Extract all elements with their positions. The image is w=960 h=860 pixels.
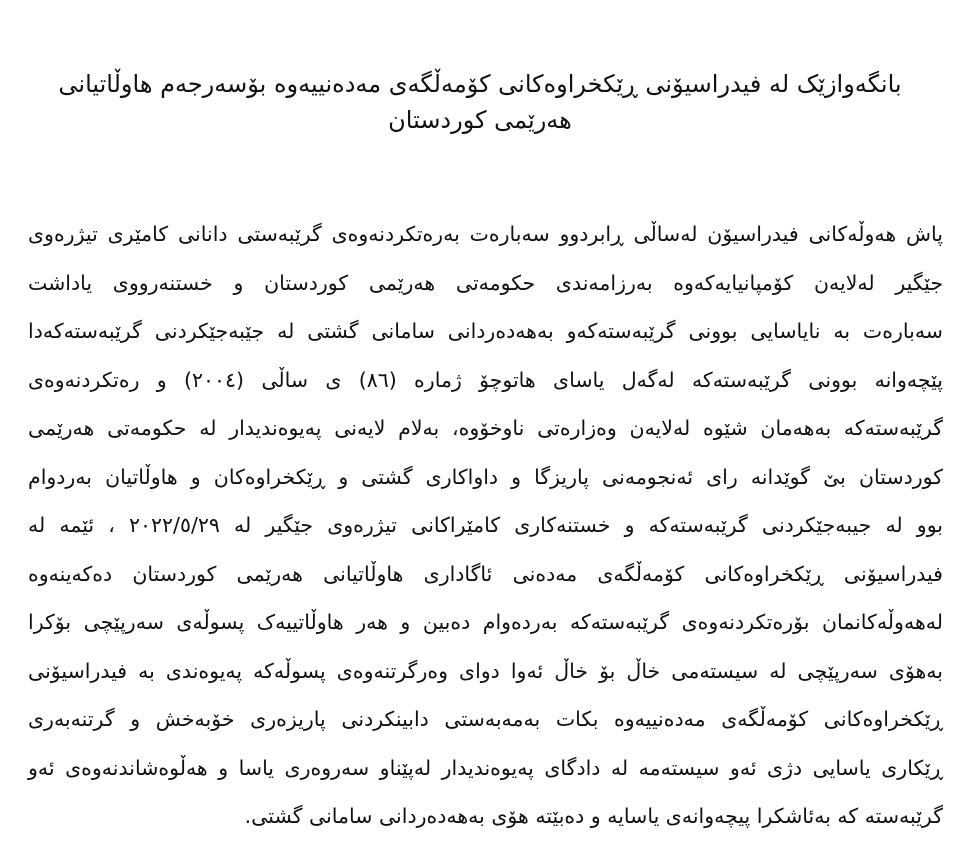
body-line: ڕێکخراوەکانی کۆمەڵگەی مەدەنییەوە بکات بەمەبەستی دابینکردنی پاریزەری خۆبەخش و گرتنەبەری xyxy=(28,707,943,731)
document-body xyxy=(28,210,943,841)
document-title: بانگەوازێک لە فیدراسیۆنی ڕێکخراوەکانی کۆمەڵگەی مەدەنییەوە بۆسەرجەم هاوڵاتیانی هەرێمی کوردستان xyxy=(58,70,902,134)
body-line: فیدراسیۆنی ڕێکخراوەکانی کۆمەڵگەی مەدەنی ئاگاداری هاوڵاتیانی هەرێمی کوردستان دەکەینەوە xyxy=(28,561,943,586)
body-line: ڕێکاری یاسایی دژی ئەو سیستەمە لە دادگای پەیوەندیدار لەپێناو سەروەری یاسا و هەڵوەشاندنەوەی ئەو xyxy=(28,755,943,780)
body-line: جێگیر لەلایەن کۆمپانیایەکەوە بەرزامەندی حکومەتی هەرێمی کوردستان و خستنەرووی یاداشت xyxy=(28,270,943,295)
body-line: سەبارەت بە نایاسایی بوونی گرێبەستەکەو بەهەدەردانی سامانی گشتی لە جێبەجێکردنی گرێبەستەکەدا xyxy=(28,319,943,343)
body-line: لەهەوڵەکانمان بۆرەتکردنەوەی گرێبەستەکە بەردەوام دەبین و هەر هاوڵاتییەک پسوڵەی سەرپێچی بۆکرا xyxy=(28,610,943,634)
body-line: پێچەوانە بوونی گرێبەستەکە لەگەل یاسای هاتوچۆ ژمارە (٨٦) ی ساڵی (٢٠٠٤) و رەتکردنەوەی xyxy=(28,367,943,392)
body-line: گرێبەستەکە بەهەمان شێوە لەلایەن وەزارەتی ناوخۆوە، بەلام لایەنی پەیوەندیدار لە حکومەتی هەرێمی xyxy=(28,416,943,440)
body-line: بوو لە جیبەجێکردنی گرێبەستەکە و خستنەکاری کامێراکانی تیژرەوی جێگیر لە ٢٠٢٢/٥/٢٩ ، ئێمە لە xyxy=(28,513,944,537)
body-line: کوردستان بێ گوێدانە رای ئەنجومەنی پاریزگا و داواکاری گشتی و ڕێکخراوەکان و هاوڵاتیان بەردوام xyxy=(28,464,943,489)
body-line: پاش هەوڵەکانی فیدراسیۆن لەساڵی ڕابردوو سەبارەت بەرەتکردنەوەی گرێبەستی دانانی کامێری تیژرەوی xyxy=(28,222,943,246)
body-line: بەهۆی سەرپێچی لە سیستەمی خاڵ بۆ خاڵ ئەوا دوای وەرگرتنەوەی پسوڵەکە پەیوەندی بە فیدراسیۆنی xyxy=(28,658,943,683)
body-line: گرێبەستە کە بەئاشکرا پیچەوانەی یاسایە و دەبێتە هۆی بەهەدەردانی سامانی گشتی. xyxy=(244,804,943,828)
